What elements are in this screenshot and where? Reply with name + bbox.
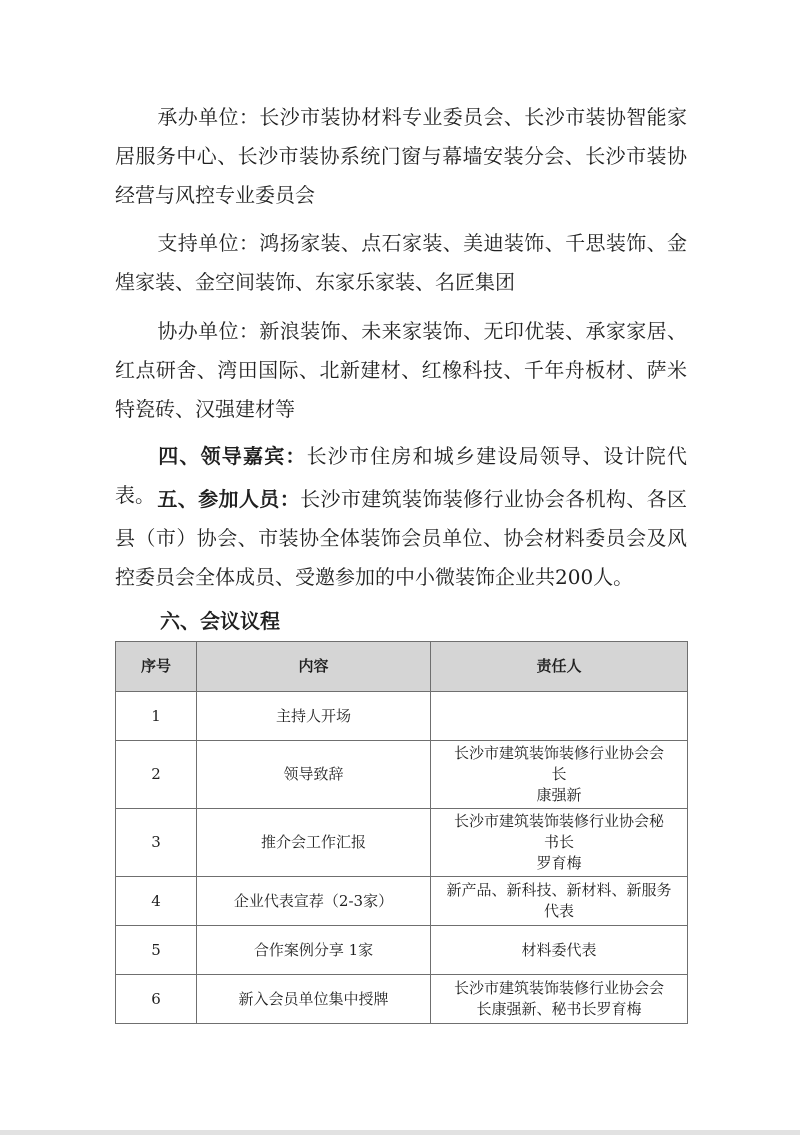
organizers-paragraph bbox=[115, 98, 687, 215]
participants-paragraph bbox=[115, 480, 687, 597]
row-content: 推介会工作汇报 bbox=[197, 809, 431, 877]
column-header-content: 内容 bbox=[197, 642, 431, 692]
row-content: 主持人开场 bbox=[197, 692, 431, 741]
row-responsible bbox=[431, 692, 688, 741]
row-number: 2 bbox=[116, 741, 197, 809]
row-content: 新入会员单位集中授牌 bbox=[197, 975, 431, 1024]
row-number: 3 bbox=[116, 809, 197, 877]
row-number: 5 bbox=[116, 926, 197, 975]
row-responsible: 长沙市建筑装饰装修行业协会会 长 康强新 bbox=[431, 741, 688, 809]
row-responsible: 新产品、新科技、新材料、新服务 代表 bbox=[431, 877, 688, 926]
page-bottom-divider bbox=[0, 1130, 800, 1135]
table-row bbox=[116, 809, 688, 877]
table-row bbox=[116, 975, 688, 1024]
row-content: 领导致辞 bbox=[197, 741, 431, 809]
agenda-header-row bbox=[116, 642, 688, 692]
row-responsible: 长沙市建筑装饰装修行业协会会 长康强新、秘书长罗育梅 bbox=[431, 975, 688, 1024]
row-content: 企业代表宣荐（2-3家） bbox=[197, 877, 431, 926]
organizers-text: 承办单位：长沙市装协材料专业委员会、长沙市装协智能家居服务中心、长沙市装协系统门窗与幕墙安装分会、长沙市装协经营与风控专业委员会 bbox=[115, 105, 687, 207]
column-header-number: 序号 bbox=[116, 642, 197, 692]
participants-text: 长沙市建筑装饰装修行业协会各机构、各区县（市）协会、市装协全体装饰会员单位、协会材料委员会及风控委员会全体成员、受邀参加的中小微装饰企业共200人。 bbox=[115, 487, 688, 589]
row-content: 合作案例分享 1家 bbox=[197, 926, 431, 975]
participants-label: 五、参加人员： bbox=[157, 487, 301, 511]
co-organizers-text: 协办单位：新浪装饰、未来家装饰、无印优装、承家家居、红点研舍、湾田国际、北新建材、红橡科技、千年舟板材、萨米特瓷砖、汉强建材等 bbox=[115, 319, 687, 421]
guests-label: 四、领导嘉宾： bbox=[157, 444, 307, 468]
row-responsible: 长沙市建筑装饰装修行业协会秘 书长 罗育梅 bbox=[431, 809, 688, 877]
table-row bbox=[116, 741, 688, 809]
column-header-responsible: 责任人 bbox=[431, 642, 688, 692]
row-responsible: 材料委代表 bbox=[431, 926, 688, 975]
co-organizers-paragraph bbox=[115, 312, 687, 429]
row-number: 4 bbox=[116, 877, 197, 926]
table-row bbox=[116, 877, 688, 926]
agenda-table bbox=[115, 641, 688, 1024]
table-row bbox=[116, 692, 688, 741]
agenda-heading: 六、会议议程 bbox=[160, 609, 280, 633]
supporters-text: 支持单位：鸿扬家装、点石家装、美迪装饰、千思装饰、金煌家装、金空间装饰、东家乐家装、名匠集团 bbox=[115, 231, 687, 294]
table-row bbox=[116, 926, 688, 975]
row-number: 6 bbox=[116, 975, 197, 1024]
row-number: 1 bbox=[116, 692, 197, 741]
guests-text: 长沙市住房和城乡建设局领导、设计院代表。 bbox=[115, 444, 688, 507]
supporters-paragraph bbox=[115, 224, 687, 302]
